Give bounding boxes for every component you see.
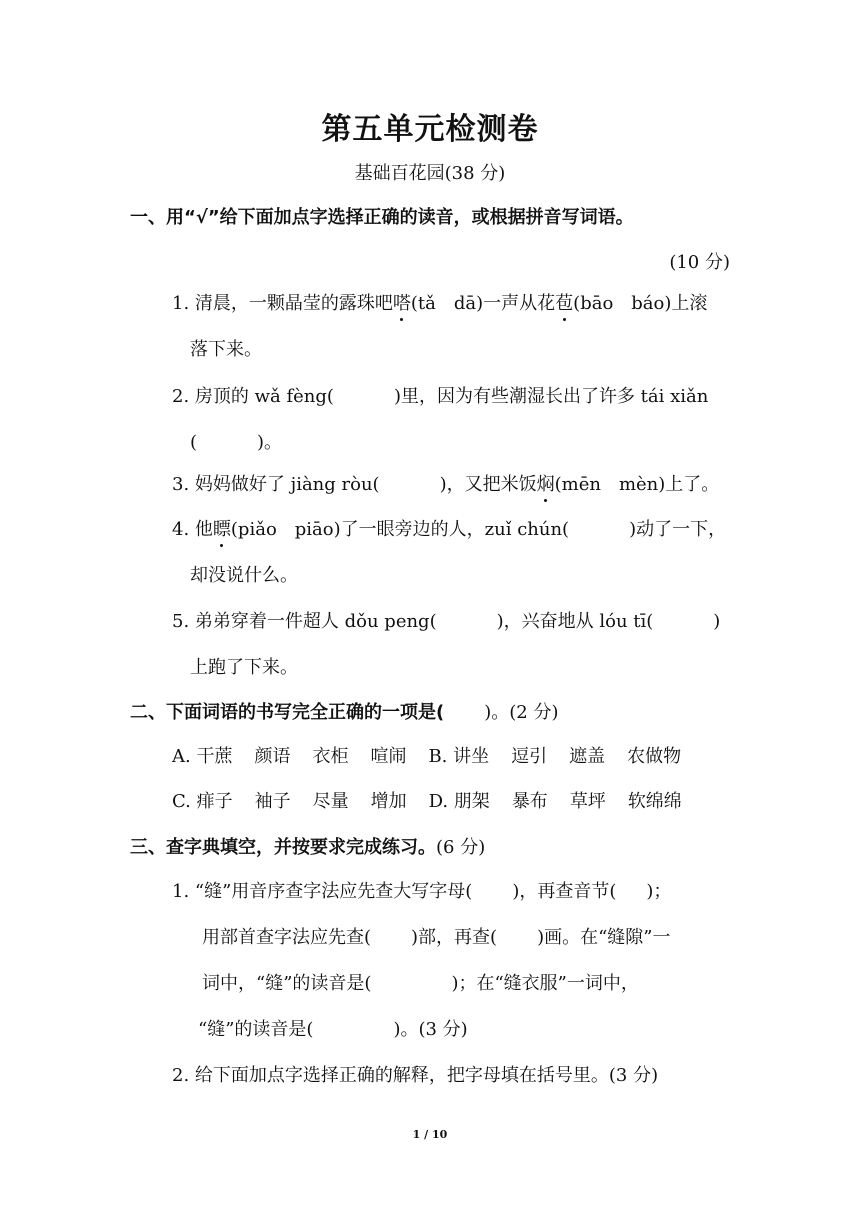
text: 二、下面词语的书写完全正确的一项是(	[130, 702, 445, 723]
option-word: 草坪	[569, 791, 606, 812]
option-word: A. 干蔗	[172, 746, 233, 767]
dotted-char: 瞟	[213, 517, 231, 543]
text: (bāo báo)上滚	[573, 293, 708, 314]
text: )里，因为有些潮湿长出了许多 tái xiǎn	[393, 386, 709, 407]
q3-item-1-line-4	[198, 1017, 468, 1043]
q2-header	[130, 700, 558, 726]
text: 3. 妈妈做好了 jiàng ròu(	[172, 474, 380, 495]
text: (mēn mèn)上了。	[554, 474, 720, 495]
option-word: B. 讲坐	[428, 746, 490, 767]
dotted-char: 嗒	[393, 291, 411, 317]
text: 三、查字典填空，并按要求完成练习。	[130, 837, 436, 858]
option-word: 衣柜	[312, 746, 349, 767]
text: )；	[646, 881, 672, 902]
section-subtitle: 基础百花园(38 分)	[354, 163, 506, 184]
text: )。(3 分)	[393, 1019, 468, 1040]
text: 2. 房顶的 wǎ fèng(	[172, 386, 334, 407]
text: 1. 清晨，一颗晶莹的露珠吧	[172, 293, 393, 314]
option-word: 尽量	[312, 791, 349, 812]
q1-item-4	[172, 517, 726, 543]
option-word: C. 痱子	[172, 791, 233, 812]
q2-options-row-2	[172, 789, 704, 815]
text: (piǎo piāo)了一眼旁边的人，zuǐ chún(	[230, 519, 570, 540]
q1-item-5-cont: 上跑了下来。	[190, 657, 298, 678]
option-word: D. 朋架	[428, 791, 490, 812]
option-word: 增加	[370, 791, 407, 812]
q1-item-4-cont: 却没说什么。	[190, 565, 298, 586]
option-word: 逗引	[511, 746, 548, 767]
option-word: 农做物	[627, 746, 682, 767]
text: 4. 他	[172, 519, 213, 540]
dotted-char: 苞	[555, 291, 573, 317]
text: (	[190, 432, 198, 453]
option-word: 袖子	[254, 791, 291, 812]
dotted-char: 焖	[537, 472, 555, 498]
q3-item-1-line-2	[202, 925, 671, 951]
q3-item-1-line-3	[202, 971, 639, 997]
q3-item-1-line-1	[172, 879, 671, 905]
q1-score: (10 分)	[669, 252, 730, 273]
text: (tǎ dā)一声从花	[410, 293, 556, 314]
q3-header	[130, 835, 485, 861]
text: )	[713, 611, 721, 632]
option-word: 软绵绵	[627, 791, 682, 812]
option-word: 喧闹	[370, 746, 407, 767]
text: 1. “缝”用音序查字法应先查大写字母(	[172, 881, 473, 902]
text: 词中，“缝”的读音是(	[202, 973, 372, 994]
option-word: 暴布	[511, 791, 548, 812]
q1-item-5	[172, 609, 720, 635]
text: )，兴奋地从 lóu tī(	[496, 611, 654, 632]
q1-item-3	[172, 472, 719, 498]
page-title: 第五单元检测卷	[321, 112, 539, 147]
text: )动了一下，	[629, 519, 727, 540]
q1-header: 一、用“√”给下面加点字选择正确的读音，或根据拼音写词语。	[130, 207, 634, 228]
text: (6 分)	[436, 837, 486, 858]
q1-item-1-cont: 落下来。	[190, 339, 262, 360]
q1-item-2	[172, 384, 708, 410]
text: 用部首查字法应先查(	[202, 927, 372, 948]
option-word: 颜语	[254, 746, 291, 767]
page-number: 1 / 10	[412, 1128, 448, 1141]
text: )；在“缝衣服”一词中，	[451, 973, 639, 994]
text: “缝”的读音是(	[198, 1019, 314, 1040]
text: )，又把米饭	[439, 474, 537, 495]
text: 5. 弟弟穿着一件超人 dǒu peng(	[172, 611, 437, 632]
text: )画。在“缝隙”一	[537, 927, 671, 948]
text: )，再查音节(	[512, 881, 617, 902]
text: )。(2 分)	[484, 702, 559, 723]
q1-item-1	[172, 291, 707, 317]
text: )部，再查(	[411, 927, 498, 948]
q2-options-row-1	[172, 744, 703, 770]
q3-item-2: 2. 给下面加点字选择正确的解释，把字母填在括号里。(3 分)	[172, 1065, 659, 1086]
option-word: 遮盖	[569, 746, 606, 767]
q1-item-2-cont	[190, 430, 282, 456]
text: )。	[257, 432, 283, 453]
